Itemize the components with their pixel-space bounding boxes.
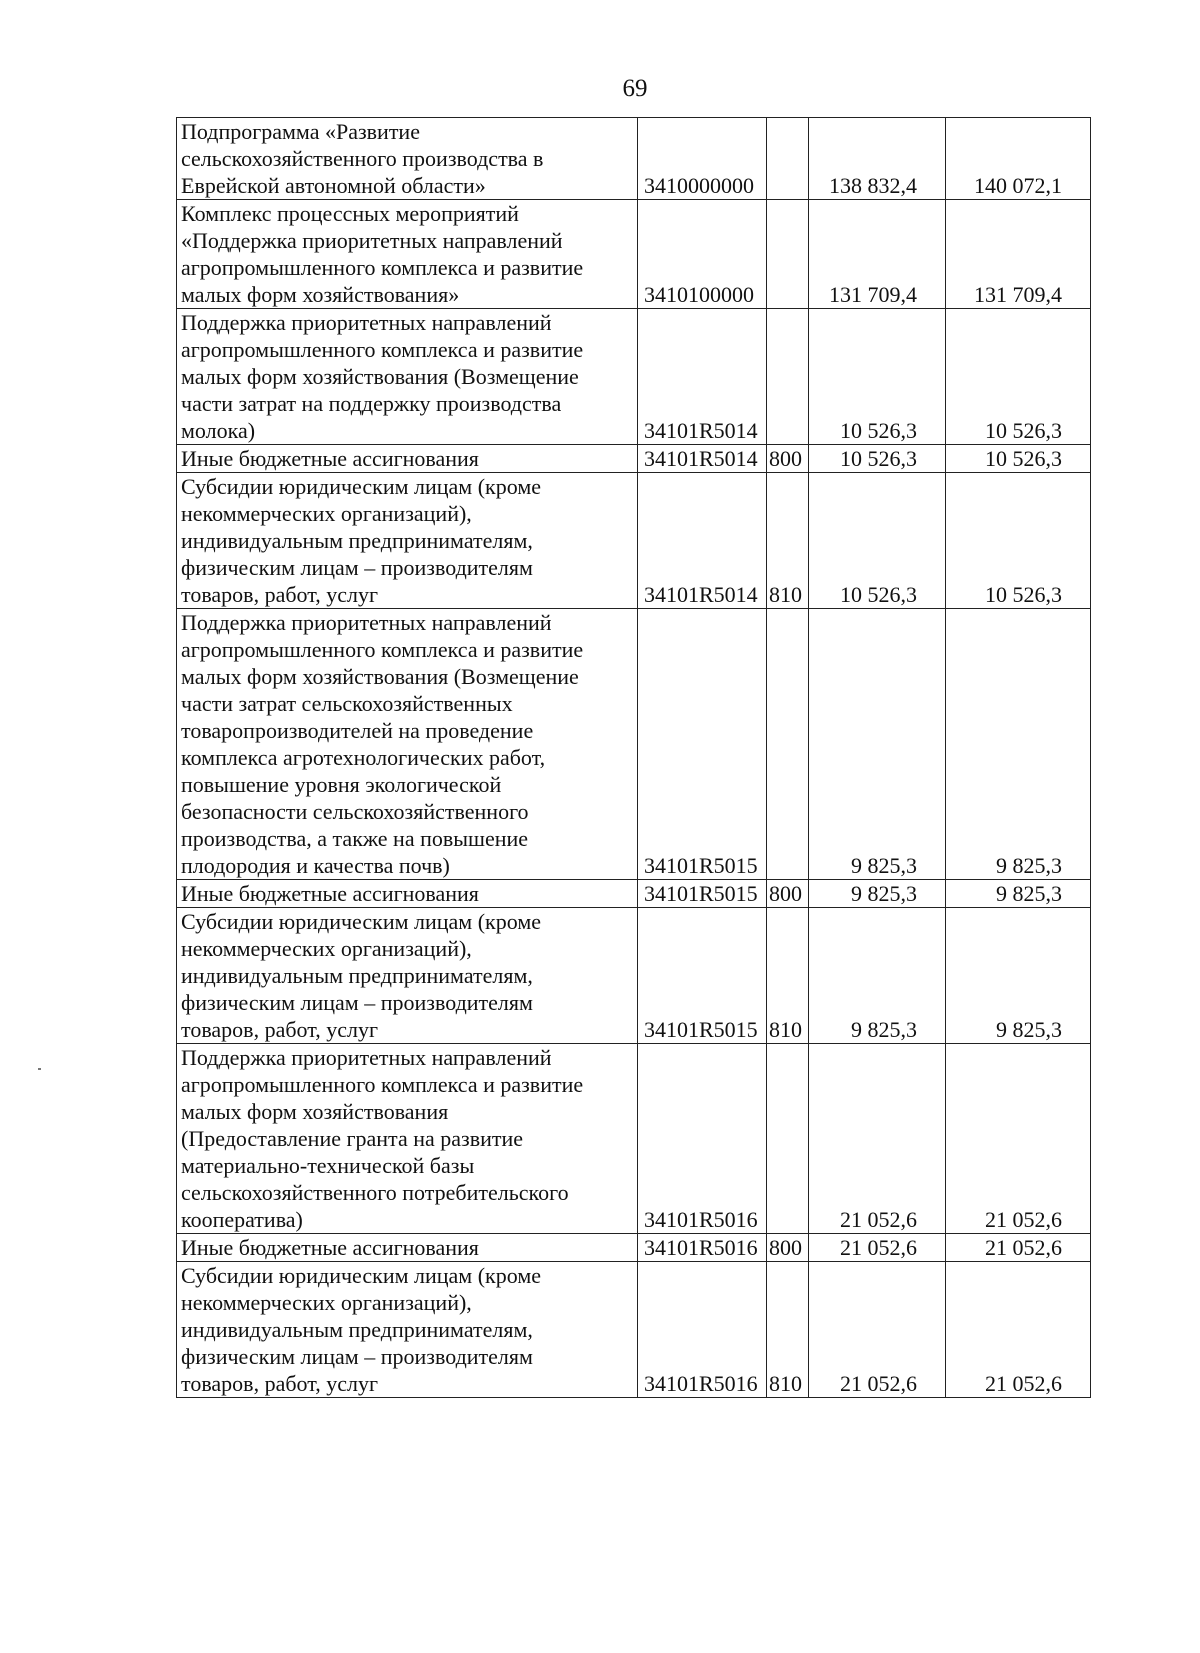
row-expense-type-cell: 810	[767, 1262, 809, 1398]
table-row	[177, 1262, 1091, 1398]
row-amount-1-cell: 9 825,3	[809, 880, 946, 908]
row-name-cell: Иные бюджетные ассигнования	[177, 1234, 638, 1262]
table-row	[177, 445, 1091, 473]
row-name-cell: Субсидии юридическим лицам (кроме некоммерческих организаций), индивидуальным предпринимателям, физическим лицам – производителям товаров, работ, услуг	[177, 473, 638, 609]
row-name-cell: Иные бюджетные ассигнования	[177, 880, 638, 908]
row-amount-1-cell: 131 709,4	[809, 200, 946, 309]
table-row	[177, 118, 1091, 200]
row-amount-2-cell: 131 709,4	[946, 200, 1091, 309]
row-expense-type-cell	[767, 118, 809, 200]
row-target-code-cell: 34101R5015	[638, 880, 767, 908]
scan-speck	[38, 1068, 41, 1070]
row-amount-2-cell: 10 526,3	[946, 473, 1091, 609]
row-amount-1-cell: 21 052,6	[809, 1262, 946, 1398]
table-body	[177, 118, 1091, 1398]
row-expense-type-cell: 800	[767, 445, 809, 473]
budget-table	[176, 117, 1091, 1398]
row-name-cell: Субсидии юридическим лицам (кроме некоммерческих организаций), индивидуальным предпринимателям, физическим лицам – производителям товаров, работ, услуг	[177, 1262, 638, 1398]
row-amount-2-cell: 21 052,6	[946, 1044, 1091, 1234]
table-row	[177, 473, 1091, 609]
row-name-cell: Субсидии юридическим лицам (кроме некоммерческих организаций), индивидуальным предпринимателям, физическим лицам – производителям товаров, работ, услуг	[177, 908, 638, 1044]
row-expense-type-cell	[767, 309, 809, 445]
row-target-code-cell: 34101R5015	[638, 609, 767, 880]
row-name-cell: Поддержка приоритетных направлений агропромышленного комплекса и развитие малых форм хозяйствования (Предоставление гранта на развитие материально-технической базы сельскохозяйственного потребительского кооператива)	[177, 1044, 638, 1234]
row-expense-type-cell: 810	[767, 908, 809, 1044]
row-target-code-cell: 34101R5014	[638, 445, 767, 473]
page-number: 69	[622, 75, 648, 102]
row-expense-type-cell: 800	[767, 1234, 809, 1262]
row-name-cell: Иные бюджетные ассигнования	[177, 445, 638, 473]
row-name-cell: Подпрограмма «Развитие сельскохозяйственного производства в Еврейской автономной области»	[177, 118, 638, 200]
row-amount-1-cell: 10 526,3	[809, 445, 946, 473]
row-target-code-cell: 3410100000	[638, 200, 767, 309]
row-name-cell: Комплекс процессных мероприятий «Поддержка приоритетных направлений агропромышленного комплекса и развитие малых форм хозяйствования»	[177, 200, 638, 309]
row-amount-2-cell: 21 052,6	[946, 1262, 1091, 1398]
row-target-code-cell: 34101R5015	[638, 908, 767, 1044]
row-amount-2-cell: 9 825,3	[946, 908, 1091, 1044]
row-amount-2-cell: 9 825,3	[946, 880, 1091, 908]
table-row	[177, 908, 1091, 1044]
row-amount-2-cell: 10 526,3	[946, 445, 1091, 473]
table-row	[177, 609, 1091, 880]
table-row	[177, 1044, 1091, 1234]
row-name-cell: Поддержка приоритетных направлений агропромышленного комплекса и развитие малых форм хозяйствования (Возмещение части затрат на поддержку производства молока)	[177, 309, 638, 445]
row-expense-type-cell	[767, 609, 809, 880]
row-expense-type-cell	[767, 200, 809, 309]
row-expense-type-cell: 810	[767, 473, 809, 609]
row-amount-1-cell: 10 526,3	[809, 473, 946, 609]
row-amount-1-cell: 10 526,3	[809, 309, 946, 445]
row-name-cell: Поддержка приоритетных направлений агропромышленного комплекса и развитие малых форм хозяйствования (Возмещение части затрат сельскохозяйственных товаропроизводителей на проведение комплекса агротехнологических работ, повышение уровня экологической безопасности сельскохозяйственного производства, а также на повышение плодородия и качества почв)	[177, 609, 638, 880]
table-row	[177, 309, 1091, 445]
row-amount-1-cell: 21 052,6	[809, 1044, 946, 1234]
row-expense-type-cell: 800	[767, 880, 809, 908]
row-target-code-cell: 34101R5014	[638, 309, 767, 445]
row-target-code-cell: 34101R5016	[638, 1234, 767, 1262]
table-row	[177, 1234, 1091, 1262]
row-target-code-cell: 34101R5014	[638, 473, 767, 609]
row-amount-1-cell: 9 825,3	[809, 908, 946, 1044]
row-amount-1-cell: 9 825,3	[809, 609, 946, 880]
table-row	[177, 200, 1091, 309]
row-amount-1-cell: 21 052,6	[809, 1234, 946, 1262]
row-target-code-cell: 34101R5016	[638, 1262, 767, 1398]
row-amount-2-cell: 9 825,3	[946, 609, 1091, 880]
row-amount-2-cell: 140 072,1	[946, 118, 1091, 200]
row-amount-2-cell: 10 526,3	[946, 309, 1091, 445]
row-target-code-cell: 34101R5016	[638, 1044, 767, 1234]
row-amount-1-cell: 138 832,4	[809, 118, 946, 200]
row-expense-type-cell	[767, 1044, 809, 1234]
row-target-code-cell: 3410000000	[638, 118, 767, 200]
row-amount-2-cell: 21 052,6	[946, 1234, 1091, 1262]
table-row	[177, 880, 1091, 908]
